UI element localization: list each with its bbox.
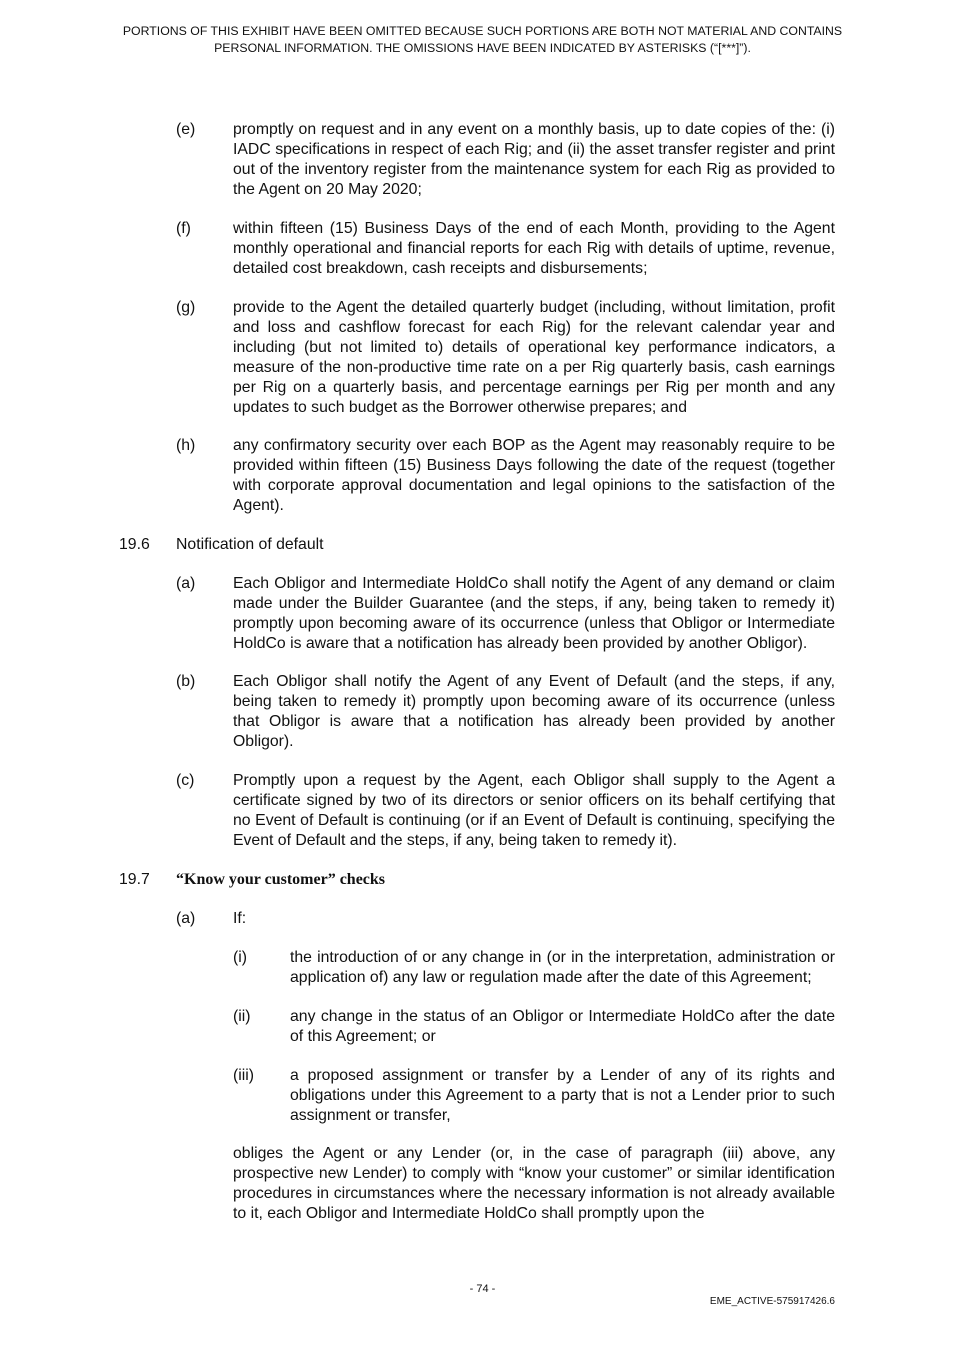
item-label: (h)	[176, 437, 196, 454]
item-label: (i)	[233, 949, 248, 966]
item-label: (f)	[176, 220, 191, 237]
item-label: (ii)	[233, 1008, 251, 1025]
item-label: (iii)	[233, 1067, 255, 1084]
item-text: Promptly upon a request by the Agent, each Obligor shall supply to the Agent a certificate signed by two of its directors or senior officers on its behalf certifying that no Event of Default is continuing (or if an Event of Default is continuing, specifying the Event of Default and the steps, if any, being taken to remedy it).	[233, 772, 835, 849]
item-text: any confirmatory security over each BOP as the Agent may reasonably require to be provided within fifteen (15) Business Days following the date of the request (together with corporate approval documentation and legal opinions to the satisfaction of the Agent).	[233, 437, 835, 514]
page-number: - 74 -	[469, 1283, 496, 1295]
document-reference: EME_ACTIVE-575917426.6	[709, 1296, 835, 1307]
item-text: within fifteen (15) Business Days of the end of each Month, providing to the Agent monthly operational and financial reports for each Rig with details of uptime, revenue, detailed cost breakdown, cash receipts and disbursements;	[233, 220, 835, 277]
closing-paragraph: obliges the Agent or any Lender (or, in the case of paragraph (iii) above, any prospective new Lender) to comply with “know your customer” or similar identification procedures in circumstances where the necessary information is not already available to it, each Obligor and Intermediate HoldCo shall promptly upon the	[233, 1145, 835, 1222]
item-text: If:	[233, 910, 247, 927]
item-label: (c)	[176, 772, 195, 789]
item-text: Each Obligor and Intermediate HoldCo shall notify the Agent of any demand or claim made under the Builder Guarantee (and the steps, if any, being taken to remedy it) promptly upon becoming aware of its occurrence (unless that Obligor or Intermediate HoldCo is aware that a notification has already been provided by another Obligor).	[233, 575, 835, 652]
item-text: Each Obligor shall notify the Agent of any Event of Default (and the steps, if any, being taken to remedy it) promptly upon becoming aware of its occurrence (unless that Obligor is aware that a notification has already been provided by another Obligor).	[233, 673, 835, 750]
section-number: 19.7	[119, 871, 150, 888]
item-label: (a)	[176, 575, 196, 592]
item-text: a proposed assignment or transfer by a Lender of any of its rights and obligations under this Agreement to a party that is not a Lender prior to such assignment or transfer,	[290, 1067, 835, 1124]
item-label: (a)	[176, 910, 196, 927]
exhibit-omission-notice: PORTIONS OF THIS EXHIBIT HAVE BEEN OMITTED BECAUSE SUCH PORTIONS ARE BOTH NOT MATERIAL AND CONTAINS PERSONAL INFORMATION. THE OMISSIONS HAVE BEEN INDICATED BY ASTERISKS (“[***]”).	[122, 24, 843, 55]
section-title: “Know your customer” checks	[176, 871, 386, 888]
item-text: any change in the status of an Obligor or Intermediate HoldCo after the date of this Agreement; or	[290, 1008, 835, 1045]
item-label: (b)	[176, 673, 196, 690]
section-title: Notification of default	[176, 536, 324, 553]
section-number: 19.6	[119, 536, 150, 553]
item-text: provide to the Agent the detailed quarterly budget (including, without limitation, profit and loss and cashflow forecast for each Rig) for the relevant calendar year and including (but not limited to) details of operational key performance indicators, a measure of the non-productive time rate on a per Rig quarterly basis, cash earnings per Rig on a quarterly basis, and percentage earnings per Rig per month and any updates to such budget as the Borrower otherwise prepares; and	[233, 299, 835, 416]
item-label: (g)	[176, 299, 196, 316]
item-label: (e)	[176, 121, 196, 138]
item-text: promptly on request and in any event on a monthly basis, up to date copies of the: (i) IADC specifications in respect of each Rig; and (ii) the asset transfer register and print out of the inventory register from the maintenance system for each Rig as provided to the Agent on 20 May 2020;	[233, 121, 835, 198]
item-text: the introduction of or any change in (or in the interpretation, administration or application of) any law or regulation made after the date of this Agreement;	[290, 949, 835, 986]
